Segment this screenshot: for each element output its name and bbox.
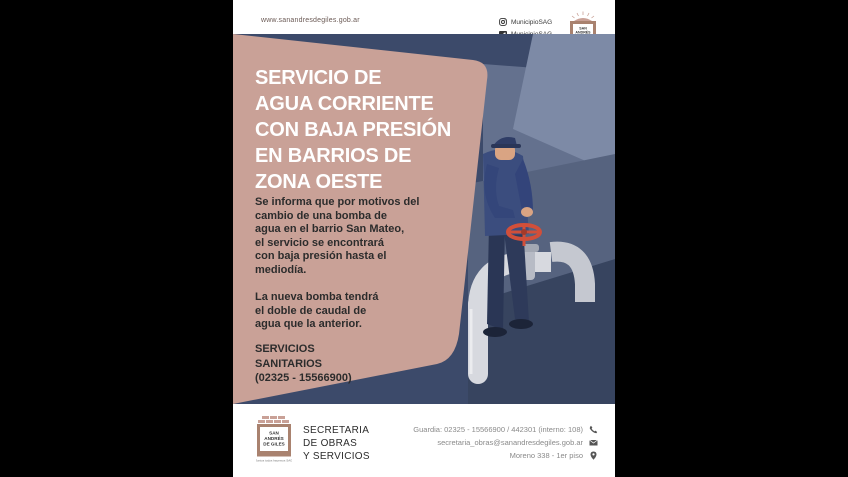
- social-handle: MunicipioSAG: [511, 18, 553, 26]
- social-instagram[interactable]: [499, 16, 552, 29]
- paragraph-line: agua que la anterior.: [255, 318, 362, 330]
- contact-phone[interactable]: [413, 423, 598, 436]
- svg-text:SAN: SAN: [269, 430, 279, 436]
- department-line: DE OBRAS: [303, 438, 358, 449]
- website-url[interactable]: www.sanandresdegiles.gob.ar: [261, 17, 360, 24]
- address-text: Moreno 338 - 1er piso: [509, 451, 583, 460]
- title-line: ZONA OESTE: [255, 171, 383, 193]
- pump-paragraph: [255, 291, 455, 332]
- paragraph-line: La nueva bomba tendrá: [255, 291, 379, 303]
- department-line: Y SERVICIOS: [303, 451, 370, 462]
- email-text: secretaria_obras@sanandresdegiles.gob.ar: [437, 438, 583, 447]
- title-line: CON BAJA PRESIÓN: [255, 119, 452, 141]
- svg-text:ANDRÉS: ANDRÉS: [264, 436, 284, 441]
- notice-paragraph: [255, 196, 455, 277]
- department-line: SECRETARIA: [303, 425, 370, 436]
- phone-text: Guardia: 02325 - 15566900 / 442301 (interno: 108): [413, 425, 583, 434]
- paragraph-line: SANITARIOS: [255, 357, 323, 370]
- phone-number[interactable]: (02325 - 15566900): [255, 372, 352, 384]
- title-line: EN BARRIOS DE: [255, 145, 412, 167]
- footer: [233, 404, 615, 477]
- title-line: SERVICIO DE: [255, 67, 382, 89]
- contact-paragraph: [255, 342, 455, 386]
- paragraph-line: con baja presión hasta el: [255, 250, 387, 262]
- envelope-icon: [589, 438, 598, 447]
- flyer-title: [255, 65, 485, 195]
- contact-address[interactable]: [413, 449, 598, 462]
- department-name: [303, 424, 370, 463]
- paragraph-line: el servicio se encontrará: [255, 236, 385, 249]
- paragraph-line: SERVICIOS: [255, 343, 315, 355]
- paragraph-line: mediodía.: [255, 263, 307, 276]
- paragraph-line: Se informa que por motivos del: [255, 196, 420, 208]
- title-line: AGUA CORRIENTE: [255, 93, 434, 115]
- paragraph-line: agua en el barrio San Mateo,: [255, 223, 405, 235]
- svg-text:SAN: SAN: [579, 26, 587, 31]
- contact-info: [413, 423, 598, 462]
- municipality-logo: [256, 415, 292, 463]
- svg-text:Juntos todos hacemos SAG: Juntos todos hacemos SAG: [256, 458, 292, 463]
- paragraph-line: el doble de caudal de: [255, 304, 367, 317]
- paragraph-line: cambio de una bomba de: [255, 209, 388, 222]
- svg-text:ANDRÉS: ANDRÉS: [575, 30, 591, 35]
- svg-text:DE GILES: DE GILES: [263, 441, 285, 447]
- flyer: [233, 0, 615, 477]
- contact-email[interactable]: [413, 436, 598, 449]
- location-pin-icon: [589, 451, 598, 460]
- phone-icon: [589, 425, 598, 434]
- instagram-icon: [499, 18, 507, 26]
